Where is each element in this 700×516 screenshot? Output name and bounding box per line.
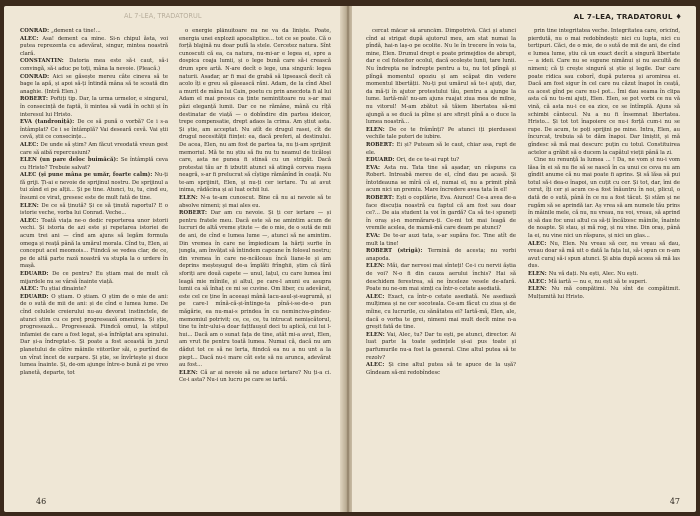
dialogue-paragraph: EVA: De te-ar auzi tata, s-ar supăra foc. Tine atît de mult la tine!: [366, 233, 516, 247]
dialogue-paragraph: ALEC: Tu știai dinainte?: [20, 286, 87, 293]
dialogue-paragraph: ELEN: De ce te frămînți? Pe atunci iți pierdusesi vechile tale puteri de iubire.: [366, 126, 516, 141]
dialogue-paragraph: EVA: Asta nu. Tata tine să așadar, un răspuns ca Robert. Intreabă mereu de el, cînd dau pe acasă. Și întotdeauna se mîrâ că el, numai el, nu a primit pînă acum nici un premiu. Mare încredere avea tata în el!: [366, 164, 516, 194]
dialogue-paragraph: ROBERT: Poftiți tip. Dar, la urma urmelor, e singurul, în consecință de faptă, îi mintea să vadă în ochii și în interesul lui Hristo.: [20, 96, 168, 118]
dialogue-paragraph: ROBERT (strigă): Termină de acesta; nu vorbi anapoda.: [366, 248, 516, 262]
left-column-2: [179, 28, 331, 496]
dialogue-paragraph: ALEC: Asa! dement ca mine. Si-n chipul ăsta, voi putea reprezenta cu adevărat, singur, mintea noastră clară.: [20, 35, 168, 57]
page-number-right: 47: [669, 497, 680, 506]
dialogue-paragraph: o energie plănuitoare nu ne va da liniște. Poate, energia unei explozii apocaliptice... tot ce se poate. Că o forță blajină nu doar pufă la stele. Cercetez natura. Sînt cunoscuti că ea, ca natura, nu-mi-ar e legea ei, spre a dospica coaja lumii, și o lege bună care să-i crească drum spre artă. N-are decît o lege, una singură: legea naturii. Asadar, ar fi mai de grabă să lipsească decît că acolo îți e greu să găsească răni. Adam, de la cînd Abel a murit de mâna lui Cain, poetu cu prin anecdota fi al lui Adam el mai presus ca ținte nemintitoare nu s-ar mai păzi eleganță lumii. Dar ce ne rămâne, mână cu rîță destinatar de viață — o dobîndire din partea ideicor, trepe compensatie, drept adaos la crima. Am știut asta. Și știe, am acceptat. Nu atît de drugul rasei, cît de drugul necesității ființei: ea, dacă preferi, al destinului. De acea, Elen, nu am fost de partea ta, nu ți-am sprijinit memoriul. Mă te nu știu să fiu nu tu neamul de ticăloși care, asta ne punea fi stinsă cu un strigăt. Dacă protestai tău ar fi izbutit atunci să atingă corvea rașea neagră, s-ar fi prelucrat să cîștige rămânînd în ceață. Nu te-am sprijinit, Elen, și nu-ți cer iertare. Tu ai avut inima, rădăcina și ai luat ochii lui.: [179, 28, 331, 194]
dialogue-paragraph: Cine nu renunță la lumea ... ! Da, ne vom și nu-i vom lăsa în ei să nu fie să se nască în ca unui ce ceva nu am gîndit anume că nu mai poate fi aprins. Și să lăsa să pui totul să-i dea-o înapoi, un cuțit cu cer. Și tot, dar, îmi de cerut, îți cer și acum ce-a fost înăuntru în noi, plicul, o dată de o sută, până în ce nu a fost tăcut. Și stăm și ne rugăm să se aprindă iar. Aș vrea să am numele tău prins în mâinile mele, că nu, nu vreau, nu voi, vreau, să aprind și să dau foc unui altul ca să-ți încălzesc mâinile, înainte de noapte. Și stau, și mă rog, și nu vine. Din oraș, până la ei, nu vine nici un răspuns, și nici un glas...: [528, 157, 680, 240]
faint-running-title: AL 7-LEA, TRADATORUL: [124, 12, 202, 20]
dialogue-paragraph: ELEN: Vai, Alec, tu? Dar tu ești, pe atunci, director. Ai luat parte la toate ședințele și-ai pus toate și parfumurile nu-a fost la general. Cine altul putea să te rezolv?: [366, 331, 516, 361]
dialogue-paragraph: ALEC: Și cine altul putea să te apuce de la ușă? Gîndeam să-mi redobîndesc: [366, 362, 516, 376]
dialogue-paragraph: ELEN: N-a te-am cunoscut. Bine că nu ai nevoie să te absolve nimeni; și mai ales eu.: [179, 195, 331, 209]
dialogue-paragraph: ELEN (un pare deloc buimăcă): Se întâmplă ceva cu Hristo? Trebuie salvat?: [20, 157, 168, 171]
dialogue-paragraph: ALEC: De unde să știm? Am făcut vreodată vreun gest care să aibă repercusiuni?: [20, 141, 168, 156]
dialogue-paragraph: ALEC: Nu, Elen. Nu vreau să cer, nu vreau să dau, vreau doar să mă uit o dată la fața lui, să-i spun ce n-am avut curaj să-i spun atunci. Și abia după aceea să mă las dus.: [528, 240, 680, 270]
dialogue-paragraph: CONRAD: Aici se găsește mereu câte cineva să te bage la apă, și apoi să-ți întindă mâna să te scoată din anaghie. (Intră Elen.): [20, 73, 168, 95]
dialogue-paragraph: ROBERT: Ești o copilărie, Eva. Aiurezi! Ce-a avea de-a face discuția noastră cu faptul că am fost sau doar ce?... De aia student la voi în gardă? Ca să te-i spuneți în oraș și-n mormăraru-ți. Ce-mi tot mai leagă de vremile acelea, de mamă-mă care deam pe atunci?: [366, 195, 516, 232]
page-number-left: 46: [36, 497, 47, 506]
dialogue-paragraph: cercat măcar să aruncăm. Dimpotrivă. Căci și atunci cînd ai strigat după ajutorul meu, am stat numai la pîndă, hai-n laș-o pe ocolite. Nu le în trecere în voia ta, mine, Elen. Drumul drept e poate primejdios de abrupt, dar e cel folositor ocolul, dacă ocolește lunii, tare lunii. Nu îndrepta ne îndrepte pentru a tu, nu tot plîngă și plîngă momentul opoziu și am scăpat din vedere momentul libertății. Nu-ți pui umărul să te-i ajuți, dar, da mă-ți în ajutor protestului tău, pentru a ajunge la lume. Iartă-mă! nu-am ajuns ruajat ziua mea de milne, nu vitorul! M-am zbătut să tăiem libertatea să-mi ajungă a se ducă ia pîine și are sfirșit pînă a o duce la lumea noastră...: [366, 28, 516, 126]
dialogue-paragraph: ROBERT: Ei și? Puteam să le caut, chiar asa, rupt de ele.: [366, 141, 516, 156]
dialogue-paragraph: CONSTANTIN: Datoria mea este să-i caut, să-i convingă, să-i aduc pe toți, mâna la nevoie. (Pleacă.): [20, 58, 168, 72]
dialogue-paragraph: ELEN: Nu mă compătimi. Nu sînt de compătimit. Mulțumită lui Hristo.: [528, 286, 680, 300]
left-page: [4, 6, 345, 512]
dialogue-paragraph: ELEN: Nu vă dați. Nu ești, Alec. Nu ești.: [528, 271, 639, 277]
dialogue-paragraph: ALEC (și pune mâna pe umăr, foarte calm): Nu-ți fă griji. Ți-ai e nevoie de sprijinul nostru. De sprijinul a tui zând ei pe alții... Și pe tine. Atunci, tu, tu, cind eu, însumi ce virat, gresesc este de mult fată de tine.: [20, 172, 168, 202]
running-title: AL 7-LEA, TRADATORUL ♦: [573, 12, 682, 21]
right-column-2: [528, 28, 680, 496]
dialogue-paragraph: EDUARD: Ori, de ce te-ai rupt tu?: [366, 157, 460, 164]
dialogue-paragraph: ALEC: Toată viața ne-o dedic reporterea unor istorii vechi. Și istoria de azi este și repetarea istoriei de acum trei ani — cînd am ajuns să legăm formula omega și reață până la umărul morala. Cînd tu, Elen, ai conceput acel meomois... Fiindcă se vedea clar, de ce, pe de altă parte rază noastră va stupla la o urdere în mașă.: [20, 217, 168, 270]
right-column-1: [366, 28, 516, 496]
dialogue-paragraph: EDUARD: O știam. O știam. O știm de o mie de ani: de o sută de mii de ani: și de cînd e lumea lume. De cînd celulele creierului nu-au devorat instinctele, de atunci știm cu ce preț progresează omenirea. Și știe, progresează... Progresează. Fiindcă omul, la stilpul infamiei de care a fost legat, și-a înfrăptat ara spinului. Dar și-a îndreptat-o. Și poate a fost această în jurul planetului de către mâinile viitorilor săi, o purtînd de un vîrat încet de surpare. Și știe, se învîrtește și duce lumea înainte. Și, de-om ajunge între-o bună zi pe vreo planetă, departe, tot: [20, 293, 168, 376]
dialogue-paragraph: prin tine integritatea veche. Integritatea care, oricînd, pierdută, nu o mai redobîndești: nici cu lupta, nici cu tertipuri. Căci, de o mie, de o sută de mii de ani, de cînd e lumea lume, știu că un exact decît a singură libertate — a ideii. Care nu se supune nimănui și nu ascultă de nimeni; că ți crește singură și știe și legile. Dar care poate ridica sau coborî, după puterea și aromirea ei. Dacă am fost sigur în cel care nu căzut înapoi în ceață, ca acest gînd pe care nu-l pot... Îmi dau seama în clipa asta că nu tu-mi ajuți, Elen. Elen, se pot vorbi ce nu vă vină, că asta nu-i ce ea zice, ce se întîmplă. Ajuns să schimbi cântecul. Nu a nu fi însemnat libertatea. Hristo... Și tot tot înapoiere ce nu-i forță cum-i nu se rupe. De acum, te poți sprijini pe mine. Intra, Elen, au încurcat, trebuia să te dăm înapoi. Dar liniștit, și mă gîndesc să mă mai descurc puțin cu totul. Constituirea actelor a grăbit să o ducem la capătul vieții până la zi.: [528, 28, 680, 156]
dialogue-paragraph: ELEN: De ce să ținută? Și ce să ținută raportul? E o istorie veche, vorba lui Conrad. Veche...: [20, 202, 168, 217]
dialogue-paragraph: EVA (tandroniță): De ce să pună o vorbă? Ce i s-a întâmplat? Ce i se întâmplă? Vai deseară cevă. Vai știi cevă, știi ce consecințe...: [20, 119, 168, 141]
dialogue-paragraph: ROBERT: Dar am cu nevoie. Și ți cer iertare — și pentru fratele meu. Dacă este să ne amintim acum de lucruri de altă vreme știute — de o mie, de o sută de mii de ani, de cînd e lumea lume —, atunci să ne amintim. Din vremea în care ne împiedicam la hărți surfie în jungla, am învățat să întindem capcane în folosul nostru; din vremea în care ne-ncălceau încă liane-le și am deprins meșteșugul de-a împlăti frînghii, știm că fără sforiți are două capete — unul, lațul, cu care lumea îmi leagă mie mîinile, și altul, pe care-l anuni eu asupra lumii ca să înhaț ce mi se cuvine. Om liber, cu adevărat, este cel ce ține în aceeași mână lacu-asul-și-sugrumă, și pe care-l mînă-că-și-întinge-ta pînă-i-se-de-o pun măgărie, ea nu-mai-s prindea în cu neminciva-pindeu-memomiul potrivit; ce, ce, ce, tu intrucat nemișcătorul, tine tu într-ului-a doar fațtfaușul deci tu aplică, cui lui l-hui... Dacă am o sunat fața de tine, atât mi-a avut, Elen, am vrut fie pentru toată lumea. Numai că, dacă nu am dădut tot ce să ne lerta, fiindcă ea nu a nu unt a la piept... Dacă nu-i mare cât este să nu arunca, adevărat au fost...: [179, 210, 331, 369]
dialogue-paragraph: ALEC: Exact, ca într-o cetate asediată. Ne asediază mulțimea și ne cer socoteala. Ce-am făcut cu ziua și de mîine, cu lucrurile, cu sănătatea ei? Iartă-mă, Elen, ale, dacă o vorba te grei, nimeni mai mult decît mine n-a greșit fată de tine.: [366, 293, 516, 331]
right-page: [352, 6, 696, 512]
dialogue-paragraph: ELEN: Măi, dar nervosi mai sînteți! Ce-i cu nervii ăștia de voi? N-o fi din cauza aerului închis? Hai să deschidem ferestrea, să ne înceleze vesele de-afară. Poate nu ne-om mai simți ca într-o cetate asediată.: [366, 263, 516, 293]
dialogue-paragraph: EDUARD: De ce pentru? Eu știam mai de mult că mijardele nu se vârsă înainte viață.: [20, 271, 168, 285]
dialogue-paragraph: CONRAD: „dement ca tine!...: [20, 28, 101, 34]
dialogue-paragraph: ELEN: Că ar ai nevoie să ne aduce iertare? Nu ți-a ci. Ce-i asta? Nu-i un lucru pe care se iartă.: [179, 369, 331, 384]
dialogue-paragraph: ALEC: Mă iartă — nu e, nu ești să te superi.: [528, 278, 647, 285]
left-column-1: [20, 28, 168, 496]
